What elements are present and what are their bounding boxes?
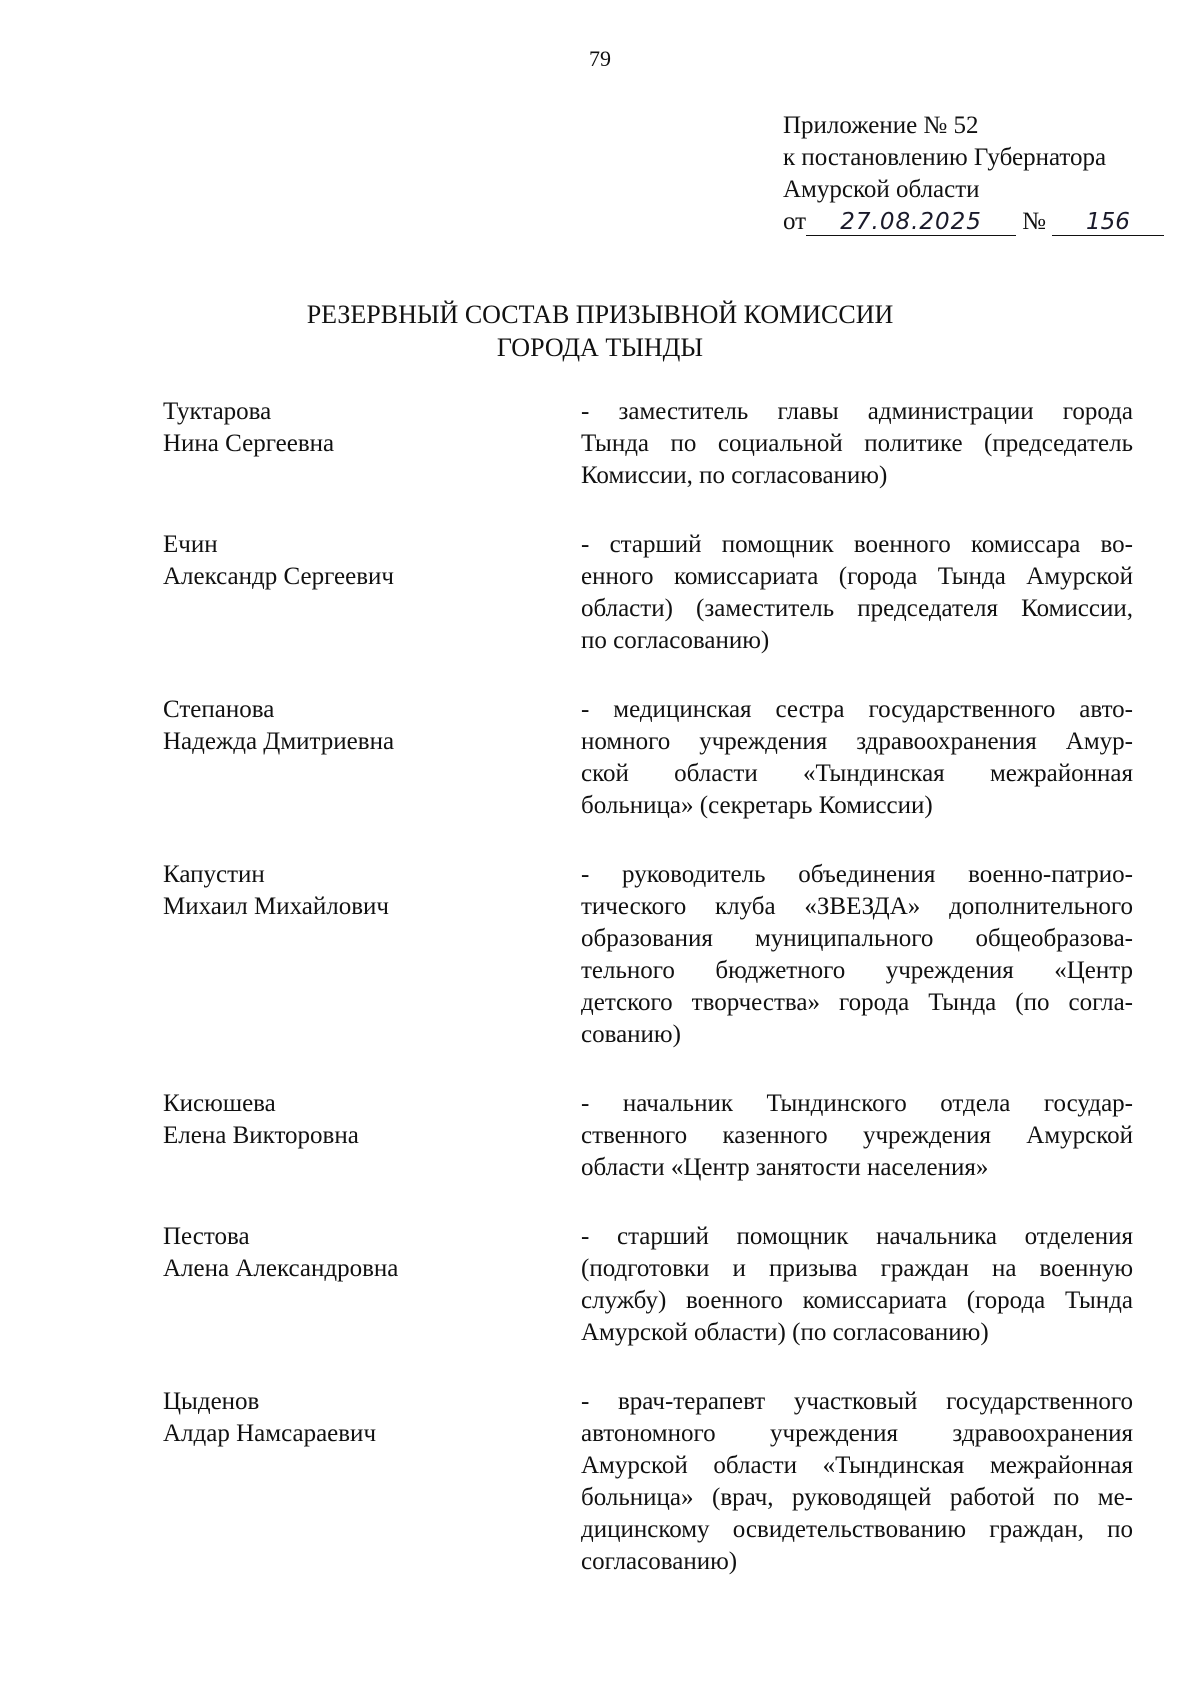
member-surname: Туктарова (163, 398, 272, 425)
page-number: 79 (589, 46, 611, 71)
member-role (581, 1221, 1133, 1349)
appendix-line-3: Амурской области (783, 176, 980, 203)
member-role-line: дицинскому освидетельствованию граждан, по (581, 1516, 1133, 1543)
member-role-line: области) (заместитель председателя Комиссии, (581, 595, 1133, 622)
member-role-line: - руководитель объединения военно-патрио- (581, 861, 1133, 888)
member-role-line: номного учреждения здравоохранения Амур- (581, 728, 1133, 755)
document-title (0, 298, 1200, 364)
member-name (163, 1221, 523, 1285)
member-name (163, 859, 523, 923)
member-given-names: Нина Сергеевна (163, 430, 335, 457)
member-role-line: области «Центр занятости населения» (581, 1154, 989, 1181)
member-role (581, 694, 1133, 822)
member-name (163, 396, 523, 460)
member-role-line: детского творчества» города Тында (по согла- (581, 989, 1133, 1016)
appendix-line-2: к постановлению Губернатора (783, 144, 1107, 171)
member-given-names: Надежда Дмитриевна (163, 728, 395, 755)
member-row (163, 859, 1133, 1051)
member-given-names: Михаил Михайлович (163, 893, 389, 920)
appendix-line-1: Приложение № 52 (783, 112, 979, 139)
member-surname: Цыденов (163, 1388, 260, 1415)
member-role-line: Комиссии, по согласованию) (581, 462, 888, 489)
title-line-2: ГОРОДА ТЫНДЫ (496, 333, 704, 362)
member-role-line: - старший помощник военного комиссара во- (581, 531, 1133, 558)
appendix-date-line (783, 206, 1164, 238)
member-role (581, 859, 1133, 1051)
handwritten-date: 27.08.2025 (806, 209, 1016, 236)
member-role-line: енного комиссариата (города Тында Амурской (581, 563, 1133, 590)
member-given-names: Алена Александровна (163, 1255, 399, 1282)
member-role-line: больница» (секретарь Комиссии) (581, 792, 933, 819)
member-row (163, 694, 1133, 822)
member-role-line: - заместитель главы администрации города (581, 398, 1133, 425)
member-role-line: Амурской области) (по согласованию) (581, 1319, 989, 1346)
member-surname: Степанова (163, 696, 275, 723)
member-role-line: автономного учреждения здравоохранения (581, 1420, 1133, 1447)
member-role (581, 396, 1133, 492)
title-line-1: РЕЗЕРВНЫЙ СОСТАВ ПРИЗЫВНОЙ КОМИССИИ (306, 300, 894, 329)
member-surname: Капустин (163, 861, 265, 888)
member-role-line: по согласованию) (581, 627, 770, 654)
member-role-line: ственного казенного учреждения Амурской (581, 1122, 1133, 1149)
member-role-line: ской области «Тындинская межрайонная (581, 760, 1133, 787)
member-given-names: Александр Сергеевич (163, 563, 394, 590)
member-surname: Кисюшева (163, 1090, 276, 1117)
member-surname: Пестова (163, 1223, 250, 1250)
member-row (163, 529, 1133, 657)
member-role-line: - медицинская сестра государственного авто- (581, 696, 1133, 723)
member-role-line: - начальник Тындинского отдела государ- (581, 1090, 1133, 1117)
member-role-line: - врач-терапевт участковый государственного (581, 1388, 1133, 1415)
member-role-line: согласованию) (581, 1548, 738, 1575)
member-role-line: (подготовки и призыва граждан на военную (581, 1255, 1133, 1282)
member-row (163, 396, 1133, 492)
members-list (163, 396, 1133, 1578)
member-row (163, 1386, 1133, 1578)
member-role-line: - старший помощник начальника отделения (581, 1223, 1133, 1250)
member-name (163, 694, 523, 758)
handwritten-number: 156 (1052, 209, 1164, 236)
member-role-line: образования муниципального общеобразова- (581, 925, 1133, 952)
date-prefix: от (783, 208, 807, 235)
member-role-line: тического клуба «ЗВЕЗДА» дополнительного (581, 893, 1133, 920)
member-role-line: тельного бюджетного учреждения «Центр (581, 957, 1133, 984)
appendix-header (783, 110, 1164, 238)
member-role-line: службу) военного комиссариата (города Тында (581, 1287, 1133, 1314)
member-name (163, 1088, 523, 1152)
member-role-line: Тында по социальной политике (председатель (581, 430, 1133, 457)
member-row (163, 1221, 1133, 1349)
member-role (581, 529, 1133, 657)
member-name (163, 529, 523, 593)
number-sign: № (1022, 208, 1046, 235)
member-given-names: Елена Викторовна (163, 1122, 359, 1149)
member-surname: Ечин (163, 531, 218, 558)
member-name (163, 1386, 523, 1450)
member-given-names: Алдар Намсараевич (163, 1420, 377, 1447)
member-role-line: больница» (врач, руководящей работой по ме- (581, 1484, 1133, 1511)
member-role (581, 1088, 1133, 1184)
member-role (581, 1386, 1133, 1578)
member-role-line: Амурской области «Тындинская межрайонная (581, 1452, 1133, 1479)
member-row (163, 1088, 1133, 1184)
member-role-line: сованию) (581, 1021, 681, 1048)
